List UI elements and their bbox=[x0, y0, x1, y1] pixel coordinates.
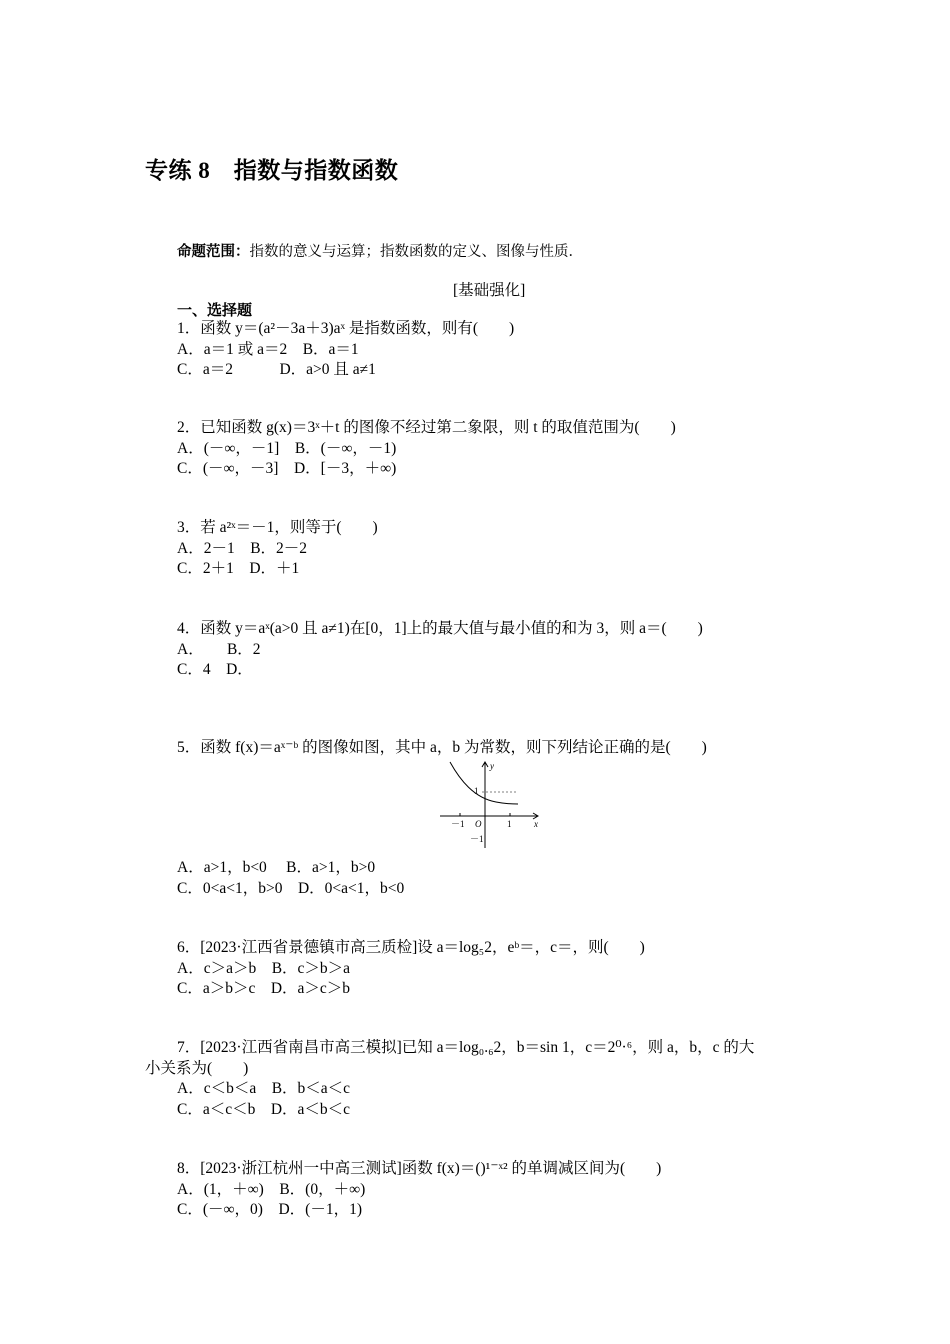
question-4 bbox=[177, 619, 703, 681]
exponential-graph-figure bbox=[436, 758, 544, 850]
options-row: C．(－∞，0) D．(－1，1) bbox=[177, 1201, 362, 1218]
question-stem: 1．函数 y＝(a²－3a＋3)aˣ 是指数函数，则有( ) bbox=[177, 320, 515, 337]
options-row: A．a＝1 或 a＝2 B．a＝1 bbox=[177, 340, 359, 358]
question-5-options bbox=[177, 858, 404, 899]
question-stem: 3．若 a²ˣ＝－1，则等于( ) bbox=[177, 519, 378, 536]
options-row: C．2＋1 D．＋1 bbox=[177, 560, 300, 577]
y-neg-one-label: －1 bbox=[470, 834, 484, 844]
x-neg-one-label: －1 bbox=[451, 819, 465, 829]
y-one-label: 1 bbox=[474, 786, 479, 796]
options-row: A．(1，＋∞) B．(0，＋∞) bbox=[177, 1180, 366, 1198]
question-1 bbox=[177, 319, 514, 381]
question-5 bbox=[177, 738, 707, 759]
question-stem: 2．已知函数 g(x)＝3ˣ＋t 的图像不经过第二象限，则 t 的取值范围为( ) bbox=[177, 419, 676, 436]
question-3 bbox=[177, 518, 378, 580]
scope-text: 指数的意义与运算；指数函数的定义、图像与性质． bbox=[249, 244, 583, 260]
options-row: A．c＜b＜a B．b＜a＜c bbox=[177, 1080, 351, 1097]
scope-label: 命题范围： bbox=[177, 244, 250, 260]
section-tag: [基础强化] bbox=[453, 282, 526, 299]
x-axis-label: x bbox=[534, 819, 538, 829]
options-row: C．a＜c＜b D．a＜b＜c bbox=[177, 1100, 351, 1118]
scope-line bbox=[177, 240, 583, 261]
options-row: C．0<a<1，b>0 D．0<a<1，b<0 bbox=[177, 879, 405, 897]
y-axis-label: y bbox=[490, 761, 494, 771]
options-row: A．c＞a＞b B．c＞b＞a bbox=[177, 959, 351, 977]
options-row: C．(－∞，－3] D．[－3，＋∞) bbox=[177, 460, 397, 477]
page-title: 专练 8 指数与指数函数 bbox=[145, 158, 399, 183]
x-one-label: 1 bbox=[507, 819, 512, 829]
question-stem: 6．[2023·江西省景德镇市高三质检]设 a＝log₅2，eᵇ＝，c＝，则( ) bbox=[177, 939, 645, 956]
section-heading: 一、选择题 bbox=[177, 301, 253, 319]
question-6 bbox=[177, 938, 645, 1000]
question-stem: 4．函数 y＝aˣ(a>0 且 a≠1)在[0，1]上的最大值与最小值的和为 3，则 a＝( ) bbox=[177, 620, 703, 637]
options-row: A．(－∞，－1] B．(－∞，－1) bbox=[177, 439, 397, 457]
options-row: A．a>1，b<0 B．a>1，b>0 bbox=[177, 859, 376, 876]
options-row: A．2－1 B．2－2 bbox=[177, 539, 308, 557]
question-2 bbox=[177, 418, 676, 480]
question-8 bbox=[177, 1159, 661, 1221]
question-stem-continued: 小关系为( ) bbox=[145, 1059, 249, 1077]
options-row: A． B．2 bbox=[177, 640, 261, 658]
question-stem: 7．[2023·江西省南昌市高三模拟]已知 a＝log₀.₆2，b＝sin 1，c＝2⁰·⁶，则 a，b，c 的大 bbox=[177, 1039, 755, 1056]
origin-label: O bbox=[475, 819, 482, 829]
exponential-curve bbox=[450, 762, 518, 804]
question-7 bbox=[145, 1038, 755, 1120]
question-stem: 8．[2023·浙江杭州一中高三测试]函数 f(x)＝()¹⁻ˣ² 的单调减区间为( ) bbox=[177, 1160, 662, 1177]
options-row: C．a＝2 D．a>0 且 a≠1 bbox=[177, 361, 376, 378]
question-stem: 5．函数 f(x)＝aˣ⁻ᵇ 的图像如图，其中 a，b 为常数，则下列结论正确的是( ) bbox=[177, 739, 707, 756]
options-row: C．4 D． bbox=[177, 661, 253, 678]
options-row: C．a＞b＞c D．a＞c＞b bbox=[177, 980, 351, 997]
